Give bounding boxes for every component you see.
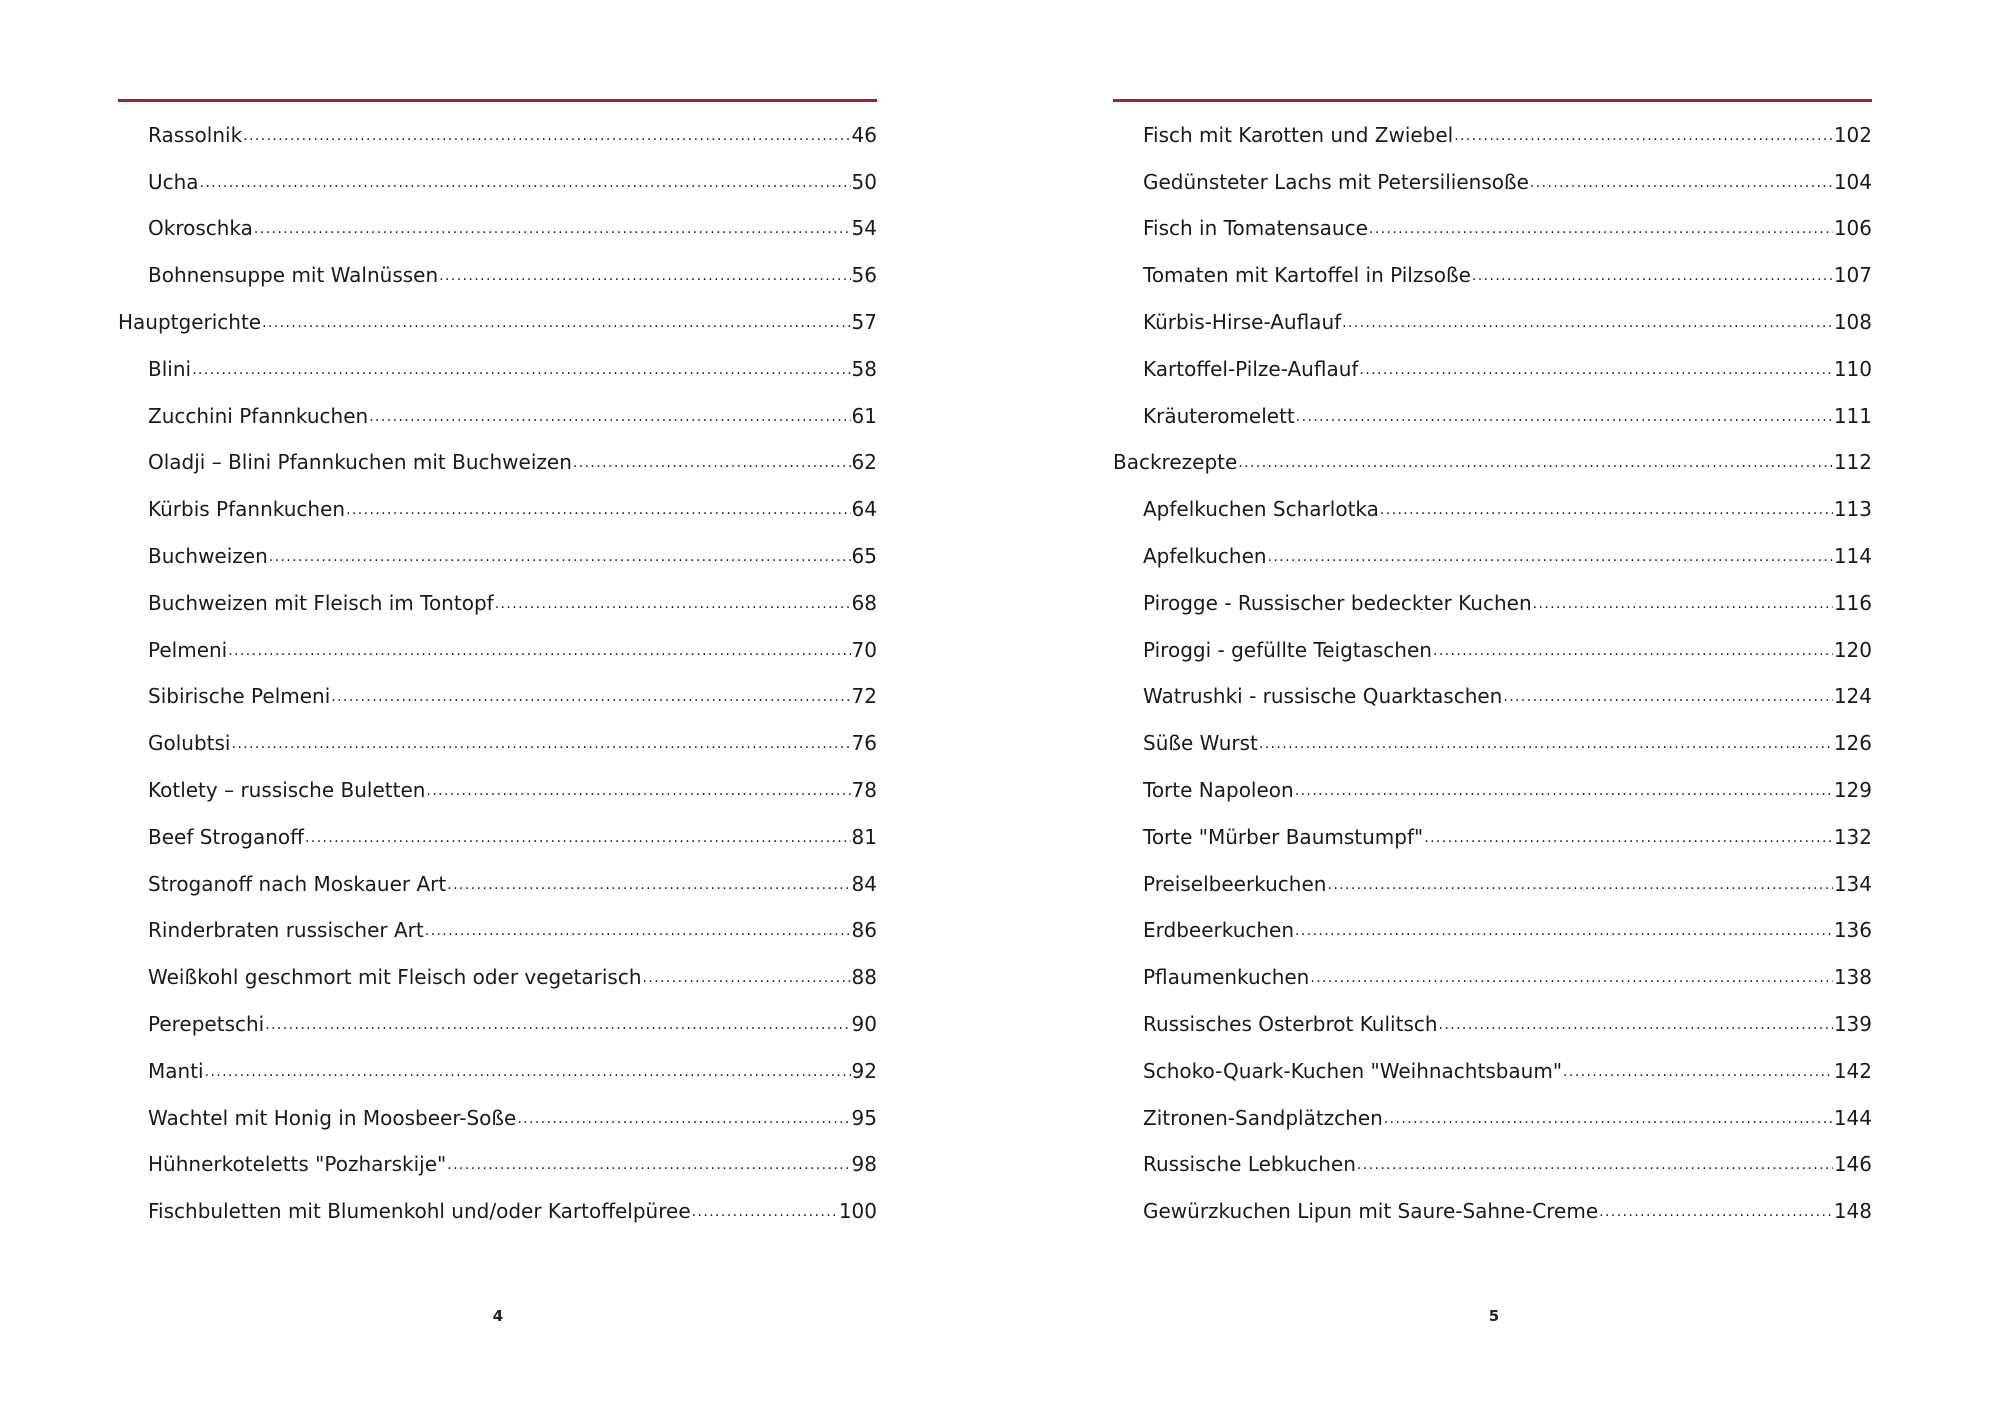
toc-entry-title: Russisches Osterbrot Kulitsch	[1143, 1011, 1438, 1036]
dot-leader	[1369, 219, 1833, 241]
toc-entry	[118, 346, 877, 393]
toc-entry-title: Buchweizen	[148, 543, 268, 568]
dot-leader	[254, 219, 851, 241]
toc-entry-page: 108	[1833, 309, 1872, 334]
toc-entry-page: 138	[1833, 965, 1872, 990]
toc-entry-title: Hühnerkoteletts "Pozharskije"	[148, 1152, 447, 1177]
dot-leader	[1296, 407, 1833, 429]
toc-list	[1113, 112, 1872, 1235]
toc-entry-title: Okroschka	[148, 216, 253, 241]
toc-entry-page: 110	[1833, 356, 1872, 381]
toc-entry-title: Gedünsteter Lachs mit Petersiliensoße	[1143, 169, 1529, 194]
toc-entry-title: Fisch in Tomatensauce	[1143, 216, 1368, 241]
toc-entry-title: Hauptgerichte	[118, 309, 262, 334]
dot-leader	[643, 968, 851, 990]
toc-entry-page: 120	[1833, 637, 1872, 662]
dot-leader	[1563, 1062, 1833, 1084]
toc-entry-page: 134	[1833, 871, 1872, 896]
toc-entry	[1113, 767, 1872, 814]
dot-leader	[231, 734, 850, 756]
toc-entry-page: 58	[851, 356, 877, 381]
dot-leader	[425, 921, 851, 943]
toc-entry-page: 65	[851, 543, 877, 568]
dot-leader	[1439, 1015, 1833, 1037]
dot-leader	[447, 1155, 850, 1177]
dot-leader	[262, 313, 850, 335]
dot-leader	[1433, 641, 1833, 663]
toc-entry-page: 129	[1833, 777, 1872, 802]
dot-leader	[228, 641, 850, 663]
toc-entry-page: 148	[1833, 1199, 1872, 1224]
toc-entry-page: 132	[1833, 824, 1872, 849]
toc-entry	[118, 533, 877, 580]
toc-entry-page: 90	[851, 1011, 877, 1036]
toc-entry-title: Zitronen-Sandplätzchen	[1143, 1105, 1383, 1130]
toc-entry-title: Piroggi - gefüllte Teigtaschen	[1143, 637, 1432, 662]
toc-entry-page: 112	[1833, 450, 1872, 475]
dot-leader	[205, 1062, 851, 1084]
toc-entry	[118, 112, 877, 159]
toc-entry	[1113, 112, 1872, 159]
toc-entry-title: Schoko-Quark-Kuchen "Weihnachtsbaum"	[1143, 1058, 1563, 1083]
toc-section-entry	[1113, 440, 1872, 487]
toc-entry-title: Kürbis-Hirse-Auflauf	[1143, 309, 1342, 334]
toc-entry	[1113, 1142, 1872, 1189]
dot-leader	[1238, 453, 1833, 475]
toc-entry-title: Golubtsi	[148, 731, 231, 756]
toc-entry-page: 68	[851, 590, 877, 615]
dot-leader	[265, 1015, 850, 1037]
toc-entry	[118, 1001, 877, 1048]
toc-list	[118, 112, 877, 1235]
toc-entry-title: Perepetschi	[148, 1011, 265, 1036]
toc-entry-page: 88	[851, 965, 877, 990]
toc-entry-title: Sibirische Pelmeni	[148, 684, 331, 709]
toc-entry	[118, 440, 877, 487]
dot-leader	[1384, 1109, 1833, 1131]
toc-entry-page: 111	[1833, 403, 1872, 428]
toc-entry-page: 144	[1833, 1105, 1872, 1130]
toc-entry-title: Russische Lebkuchen	[1143, 1152, 1356, 1177]
toc-entry-page: 56	[851, 263, 877, 288]
toc-entry-page: 104	[1833, 169, 1872, 194]
toc-entry-page: 61	[851, 403, 877, 428]
toc-entry-title: Torte "Mürber Baumstumpf"	[1143, 824, 1424, 849]
toc-entry	[1113, 533, 1872, 580]
toc-entry-page: 100	[838, 1199, 877, 1224]
toc-entry-page: 139	[1833, 1011, 1872, 1036]
toc-entry	[118, 252, 877, 299]
toc-entry	[1113, 1095, 1872, 1142]
toc-entry	[118, 814, 877, 861]
toc-entry-title: Blini	[148, 356, 192, 381]
toc-entry	[1113, 954, 1872, 1001]
toc-entry-page: 84	[851, 871, 877, 896]
dot-leader	[369, 407, 850, 429]
toc-entry-page: 50	[851, 169, 877, 194]
dot-leader	[1530, 173, 1833, 195]
toc-entry-page: 81	[851, 824, 877, 849]
toc-entry-page: 54	[851, 216, 877, 241]
toc-entry	[118, 627, 877, 674]
toc-entry-title: Kräuteromelett	[1143, 403, 1295, 428]
dot-leader	[1380, 500, 1833, 522]
toc-entry	[118, 580, 877, 627]
dot-leader	[1533, 594, 1833, 616]
toc-entry	[118, 674, 877, 721]
toc-entry-title: Fischbuletten mit Blumenkohl und/oder Kartoffelpüree	[148, 1199, 691, 1224]
toc-entry-title: Buchweizen mit Fleisch im Tontopf	[148, 590, 494, 615]
dot-leader	[1503, 687, 1832, 709]
dot-leader	[1268, 547, 1833, 569]
toc-entry-title: Ucha	[148, 169, 199, 194]
toc-entry-page: 114	[1833, 543, 1872, 568]
toc-entry-page: 70	[851, 637, 877, 662]
toc-entry-title: Beef Stroganoff	[148, 824, 304, 849]
dot-leader	[243, 126, 850, 148]
dot-leader	[269, 547, 851, 569]
toc-entry-page: 116	[1833, 590, 1872, 615]
dot-leader	[573, 453, 851, 475]
left-page	[118, 99, 877, 1235]
toc-entry	[118, 908, 877, 955]
dot-leader	[200, 173, 851, 195]
dot-leader	[447, 875, 850, 897]
toc-entry-page: 86	[851, 918, 877, 943]
toc-entry-page: 113	[1833, 497, 1872, 522]
dot-leader	[1454, 126, 1833, 148]
toc-entry-title: Apfelkuchen	[1143, 543, 1267, 568]
dot-leader	[346, 500, 850, 522]
toc-entry-title: Bohnensuppe mit Walnüssen	[148, 263, 439, 288]
dot-leader	[1357, 1155, 1833, 1177]
toc-entry-page: 126	[1833, 731, 1872, 756]
toc-entry-title: Oladji – Blini Pfannkuchen mit Buchweizen	[148, 450, 572, 475]
toc-entry	[1113, 393, 1872, 440]
toc-entry-page: 92	[851, 1058, 877, 1083]
toc-entry	[118, 159, 877, 206]
toc-entry-page: 107	[1833, 263, 1872, 288]
toc-entry	[1113, 299, 1872, 346]
toc-entry-page: 142	[1833, 1058, 1872, 1083]
toc-entry	[1113, 1048, 1872, 1095]
toc-entry	[118, 1188, 877, 1235]
dot-leader	[305, 828, 851, 850]
toc-entry	[1113, 674, 1872, 721]
toc-entry-title: Manti	[148, 1058, 204, 1083]
dot-leader	[1472, 266, 1833, 288]
toc-entry-page: 76	[851, 731, 877, 756]
toc-entry-title: Kartoffel-Pilze-Auflauf	[1143, 356, 1359, 381]
toc-entry-title: Kotlety – russische Buletten	[148, 777, 426, 802]
toc-entry	[1113, 720, 1872, 767]
toc-entry-title: Wachtel mit Honig in Moosbeer-Soße	[148, 1105, 517, 1130]
toc-section-entry	[118, 299, 877, 346]
toc-entry	[1113, 908, 1872, 955]
toc-entry	[1113, 252, 1872, 299]
toc-entry	[118, 206, 877, 253]
toc-entry-title: Erdbeerkuchen	[1143, 918, 1295, 943]
toc-entry-title: Backrezepte	[1113, 450, 1238, 475]
toc-entry	[1113, 159, 1872, 206]
header-rule	[1113, 99, 1872, 102]
toc-entry-page: 78	[851, 777, 877, 802]
toc-entry-title: Pelmeni	[148, 637, 228, 662]
dot-leader	[439, 266, 850, 288]
toc-entry-title: Torte Napoleon	[1143, 777, 1294, 802]
toc-entry-title: Pirogge - Russischer bedeckter Kuchen	[1143, 590, 1532, 615]
dot-leader	[1359, 360, 1832, 382]
toc-entry-title: Tomaten mit Kartoffel in Pilzsoße	[1143, 263, 1471, 288]
dot-leader	[331, 687, 850, 709]
toc-entry	[118, 861, 877, 908]
toc-entry-title: Weißkohl geschmort mit Fleisch oder vegetarisch	[148, 965, 642, 990]
toc-entry-title: Pflaumenkuchen	[1143, 965, 1310, 990]
dot-leader	[1295, 781, 1833, 803]
toc-entry-title: Gewürzkuchen Lipun mit Saure-Sahne-Creme	[1143, 1199, 1599, 1224]
toc-entry	[118, 1142, 877, 1189]
toc-entry	[1113, 627, 1872, 674]
dot-leader	[1327, 875, 1832, 897]
toc-entry-title: Zucchini Pfannkuchen	[148, 403, 369, 428]
page-number: 4	[492, 1307, 504, 1325]
dot-leader	[426, 781, 850, 803]
toc-entry-title: Stroganoff nach Moskauer Art	[148, 871, 447, 896]
toc-entry	[1113, 580, 1872, 627]
toc-entry	[118, 1095, 877, 1142]
right-page	[1113, 99, 1872, 1235]
toc-entry-title: Kürbis Pfannkuchen	[148, 497, 346, 522]
toc-entry	[118, 954, 877, 1001]
toc-entry	[118, 1048, 877, 1095]
toc-entry	[1113, 814, 1872, 861]
toc-entry-title: Süße Wurst	[1143, 731, 1258, 756]
toc-entry	[1113, 1001, 1872, 1048]
toc-entry	[118, 393, 877, 440]
page-number: 5	[1488, 1307, 1500, 1325]
toc-entry-title: Watrushki - russische Quarktaschen	[1143, 684, 1503, 709]
dot-leader	[517, 1109, 850, 1131]
toc-entry-page: 106	[1833, 216, 1872, 241]
dot-leader	[1295, 921, 1833, 943]
dot-leader	[692, 1202, 838, 1224]
dot-leader	[495, 594, 851, 616]
toc-entry	[1113, 346, 1872, 393]
toc-entry-page: 95	[851, 1105, 877, 1130]
toc-entry	[1113, 1188, 1872, 1235]
header-rule	[118, 99, 877, 102]
toc-entry-title: Fisch mit Karotten und Zwiebel	[1143, 122, 1454, 147]
toc-entry-title: Apfelkuchen Scharlotka	[1143, 497, 1379, 522]
toc-entry-page: 46	[851, 122, 877, 147]
dot-leader	[1310, 968, 1832, 990]
toc-entry-page: 102	[1833, 122, 1872, 147]
toc-entry	[118, 720, 877, 767]
toc-entry-page: 57	[851, 309, 877, 334]
toc-entry	[118, 767, 877, 814]
toc-entry-title: Rassolnik	[148, 122, 243, 147]
toc-entry-page: 64	[851, 497, 877, 522]
toc-entry-page: 146	[1833, 1152, 1872, 1177]
toc-entry-page: 136	[1833, 918, 1872, 943]
toc-entry	[1113, 206, 1872, 253]
toc-entry-title: Rinderbraten russischer Art	[148, 918, 424, 943]
dot-leader	[1424, 828, 1833, 850]
toc-entry-page: 72	[851, 684, 877, 709]
dot-leader	[1342, 313, 1833, 335]
dot-leader	[192, 360, 850, 382]
toc-entry-page: 62	[851, 450, 877, 475]
toc-entry-page: 124	[1833, 684, 1872, 709]
toc-entry	[1113, 486, 1872, 533]
dot-leader	[1599, 1202, 1833, 1224]
toc-entry-page: 98	[851, 1152, 877, 1177]
toc-entry	[118, 486, 877, 533]
dot-leader	[1259, 734, 1833, 756]
toc-entry-title: Preiselbeerkuchen	[1143, 871, 1327, 896]
toc-entry	[1113, 861, 1872, 908]
